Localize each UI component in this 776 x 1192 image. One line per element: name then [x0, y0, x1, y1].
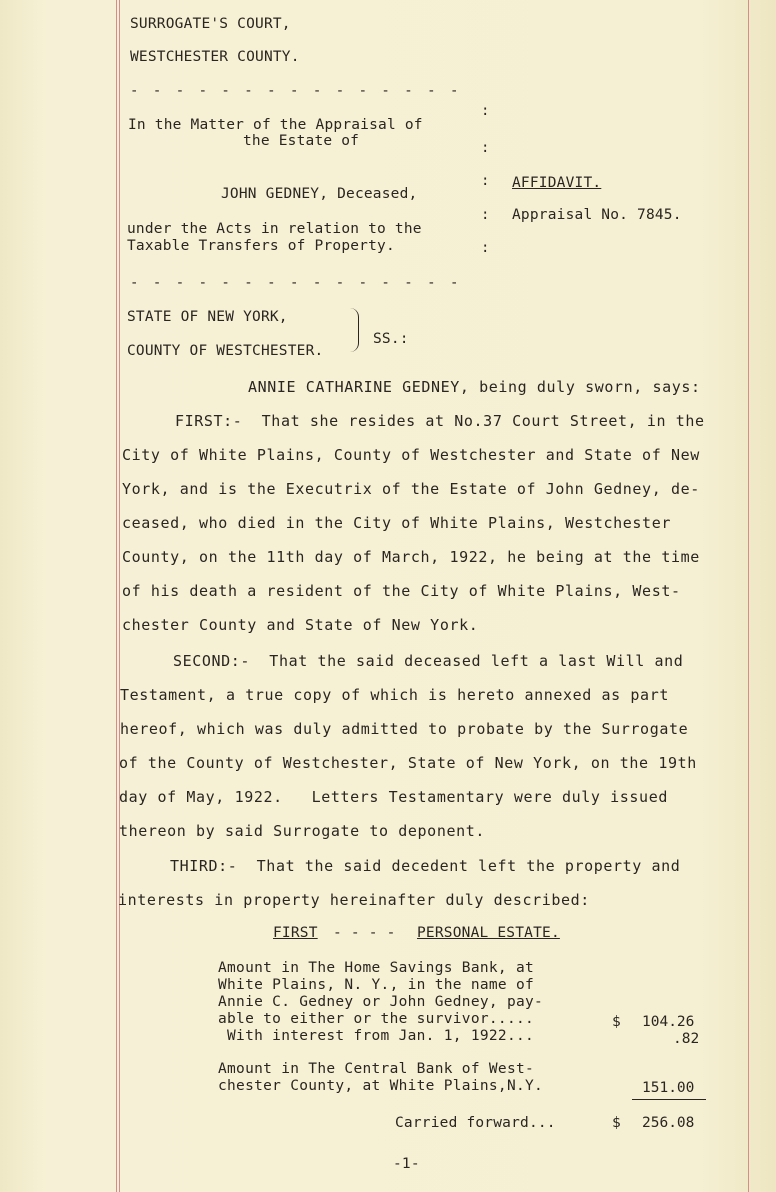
schedule-heading-dashes: - - - - [333, 925, 396, 941]
carried-forward-label: Carried forward... [395, 1115, 556, 1131]
body-line: THIRD:- That the said decedent left the property and [170, 857, 681, 875]
schedule-heading-estate: PERSONAL ESTATE. [417, 925, 560, 941]
schedule-item-line: chester County, at White Plains,N.Y. [218, 1078, 544, 1094]
body-line: thereon by said Surrogate to deponent. [119, 822, 485, 840]
body-line: ANNIE CATHARINE GEDNEY, being duly sworn, says: [248, 378, 701, 396]
dollar-sign: $ [612, 1115, 621, 1131]
schedule-item-line: Annie C. Gedney or John Gedney, pay- [218, 994, 544, 1010]
body-line: of the County of Westchester, State of New York, on the 19th [119, 754, 697, 772]
divider-top: - - - - - - - - - - - - - - - [130, 83, 462, 99]
caption-colon: : [481, 140, 490, 156]
page-number: -1- [393, 1156, 420, 1172]
amount-rule [632, 1099, 706, 1100]
body-line: SECOND:- That the said deceased left a last Will and [173, 652, 684, 670]
schedule-heading-first: FIRST [273, 925, 318, 941]
document-type: AFFIDAVIT. [512, 175, 602, 191]
matter-line-1: In the Matter of the Appraisal of [128, 117, 423, 133]
dollar-sign: $ [612, 1014, 621, 1030]
body-line: City of White Plains, County of Westchester and State of New [122, 446, 700, 464]
body-line: interests in property hereinafter duly described: [118, 891, 590, 909]
appraisal-number: Appraisal No. 7845. [512, 207, 682, 223]
decedent-name: JOHN GEDNEY, Deceased, [221, 186, 418, 202]
left-margin-rule [116, 0, 117, 1192]
caption-colon: : [481, 207, 490, 223]
schedule-item-line: White Plains, N. Y., in the name of [218, 977, 535, 993]
schedule-item-line: able to either or the survivor..... [218, 1011, 535, 1027]
venue-state: STATE OF NEW YORK, [127, 309, 288, 325]
item2-amount: 151.00 [642, 1080, 695, 1096]
carried-forward-amount: 256.08 [642, 1115, 695, 1131]
item1-amount: 104.26 [642, 1014, 695, 1030]
body-line: FIRST:- That she resides at No.37 Court Street, in the [175, 412, 705, 430]
matter-line-2: the Estate of [243, 133, 360, 149]
caption-colon: : [481, 173, 490, 189]
schedule-item-line: With interest from Jan. 1, 1922... [218, 1028, 535, 1044]
venue-brace [350, 308, 359, 352]
body-line: ceased, who died in the City of White Plains, Westchester [122, 514, 671, 532]
body-line: of his death a resident of the City of White Plains, West- [122, 582, 681, 600]
acts-line-2: Taxable Transfers of Property. [127, 238, 395, 254]
caption-colon: : [481, 240, 490, 256]
county-name: WESTCHESTER COUNTY. [130, 49, 300, 65]
body-line: County, on the 11th day of March, 1922, he being at the time [122, 548, 700, 566]
divider-bottom: - - - - - - - - - - - - - - - [130, 275, 462, 291]
schedule-item-line: Amount in The Central Bank of West- [218, 1061, 535, 1077]
caption-colon: : [481, 103, 490, 119]
body-line: day of May, 1922. Letters Testamentary were duly issued [119, 788, 668, 806]
acts-line-1: under the Acts in relation to the [127, 221, 422, 237]
body-line: Testament, a true copy of which is hereto annexed as part [120, 686, 669, 704]
venue-county: COUNTY OF WESTCHESTER. [127, 343, 324, 359]
schedule-item-line: Amount in The Home Savings Bank, at [218, 960, 535, 976]
body-line: chester County and State of New York. [122, 616, 479, 634]
left-margin-rule-2 [119, 0, 120, 1192]
item1-interest: .82 [673, 1031, 700, 1047]
body-line: York, and is the Executrix of the Estate of John Gedney, de- [122, 480, 700, 498]
right-margin-rule [748, 0, 749, 1192]
body-line: hereof, which was duly admitted to probate by the Surrogate [120, 720, 689, 738]
court-name: SURROGATE'S COURT, [130, 16, 291, 32]
venue-ss: SS.: [373, 331, 409, 347]
